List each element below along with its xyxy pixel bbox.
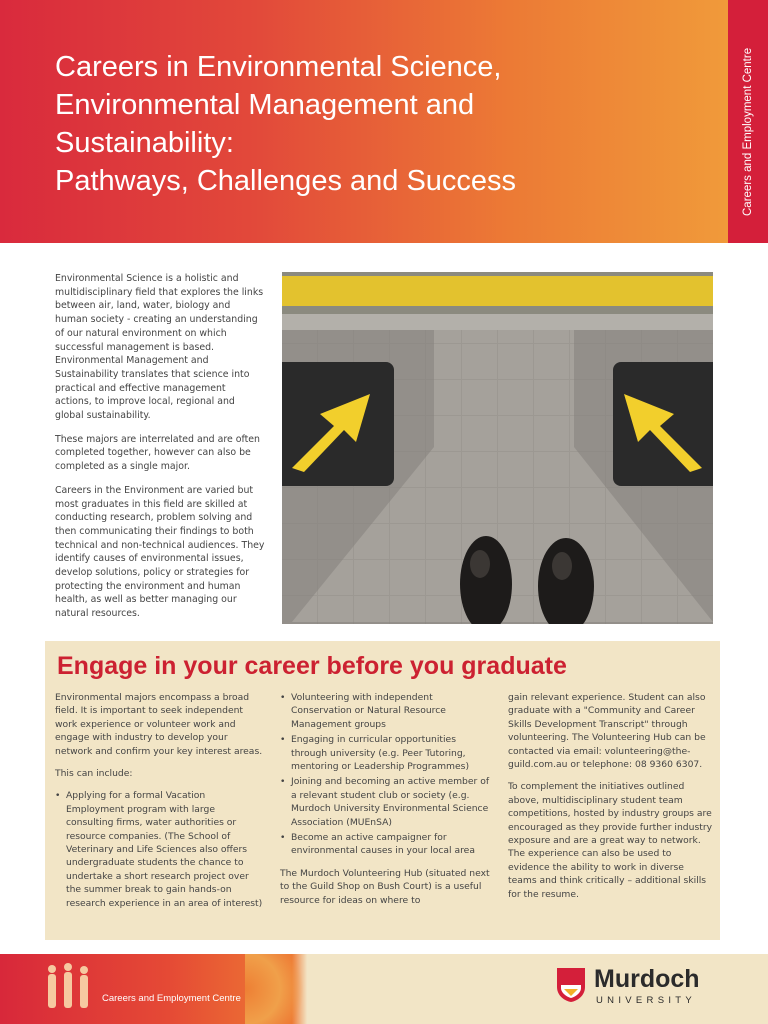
list-item: • Engaging in curricular opportunities through university (e.g. Peer Tutoring, mentoring or Leadership Programmes) <box>280 733 490 773</box>
people-silhouette-icon <box>44 962 94 1010</box>
shield-icon <box>556 967 586 1003</box>
engage-col1-list <box>55 789 263 910</box>
title-line-3: Sustainability: <box>55 127 234 159</box>
photo-illustration <box>282 272 713 624</box>
intro-paragraph-1: Environmental Science is a holistic and multidisciplinary field that explores the links between air, land, water, biology and human society - creating an understanding of our natural environment on which successful management is based. Environmental Management and Sustainability translates that science into practical and effective management actions, to improve local, regional and global sustainability. <box>55 273 264 422</box>
engage-col1-paragraph-2: This can include: <box>55 768 133 780</box>
title-line-4: Pathways, Challenges and Success <box>55 165 517 197</box>
floor-arrows-photo <box>282 272 713 624</box>
engage-column-3 <box>508 691 714 910</box>
title-line-1: Careers in Environmental Science, <box>55 51 502 83</box>
engage-col2-list <box>280 691 490 858</box>
left-shoe-highlight <box>470 550 490 578</box>
right-shoe-highlight <box>552 552 572 580</box>
logo-subtitle: UNIVERSITY <box>596 995 697 1006</box>
title-line-2: Environmental Management and <box>55 89 475 121</box>
list-item: • Volunteering with independent Conservation or Natural Resource Management groups <box>280 691 490 731</box>
engage-column-2 <box>280 691 490 916</box>
engage-heading: Engage in your career before you graduate <box>57 652 567 680</box>
list-item: • Applying for a formal Vacation Employment program with large consulting firms, water authorities or resource companies. (The School of Veterinary and Life Sciences also offers undergraduate students the chance to undertake a short research project over the summer break to gain hands-on research experience in an area of interest) <box>55 789 263 910</box>
engage-col3-paragraph-1: gain relevant experience. Student can also graduate with a "Community and Career Skills Development Transcript" through volunteering. The Volunteering Hub can be contacted via email: volunteering@the-guild.com.au or telephone: 08 9360 6307. <box>508 692 706 771</box>
engage-col3-paragraph-2: To complement the initiatives outlined above, multidisciplinary student team competitions, hosted by industry groups are encouraged as they provide further industry exposure and are a great way to network. The experience can also be used to evidence the ability to work in diverse teams and think critically – additional skills for the resume. <box>508 781 713 900</box>
list-item: • Become an active campaigner for environmental causes in your local area <box>280 831 490 858</box>
intro-paragraph-3: Careers in the Environment are varied but most graduates in this field are skilled at conducting research, problem solving and then communicating their findings to both technical and non-technical audiences. They identify causes of environmental issues, develop solutions, policy or strategies for protecting the environment and human health, as well as better managing our natural resources. <box>55 484 265 620</box>
list-item: • Joining and becoming an active member of a relevant student club or society (e.g. Murdoch University Environmental Science Association (MUEnSA) <box>280 775 490 829</box>
engage-col1-paragraph-1: Environmental majors encompass a broad field. It is important to seek independent work experience or volunteer work and engage with industry to develop your network and confirm your key interest areas. <box>55 692 263 757</box>
header-banner <box>0 0 728 243</box>
intro-column <box>55 272 265 631</box>
upper-band <box>282 314 713 330</box>
yellow-line <box>282 276 713 306</box>
engage-column-1 <box>55 691 263 919</box>
engage-col2-paragraph-1: The Murdoch Volunteering Hub (situated next to the Guild Shop on Bush Court) is a useful resource for ideas on where to <box>280 867 490 906</box>
engage-section <box>45 641 720 940</box>
footer-label: Careers and Employment Centre <box>102 993 241 1004</box>
logo-name: Murdoch <box>594 965 700 993</box>
footer-fade <box>245 954 315 1024</box>
page-title <box>55 48 705 200</box>
murdoch-logo[interactable] <box>556 964 726 1012</box>
side-tab <box>728 0 768 243</box>
intro-paragraph-2: These majors are interrelated and are often completed together, however can also be completed as a single major. <box>55 433 260 473</box>
side-tab-label: Careers and Employment Centre <box>742 47 754 216</box>
